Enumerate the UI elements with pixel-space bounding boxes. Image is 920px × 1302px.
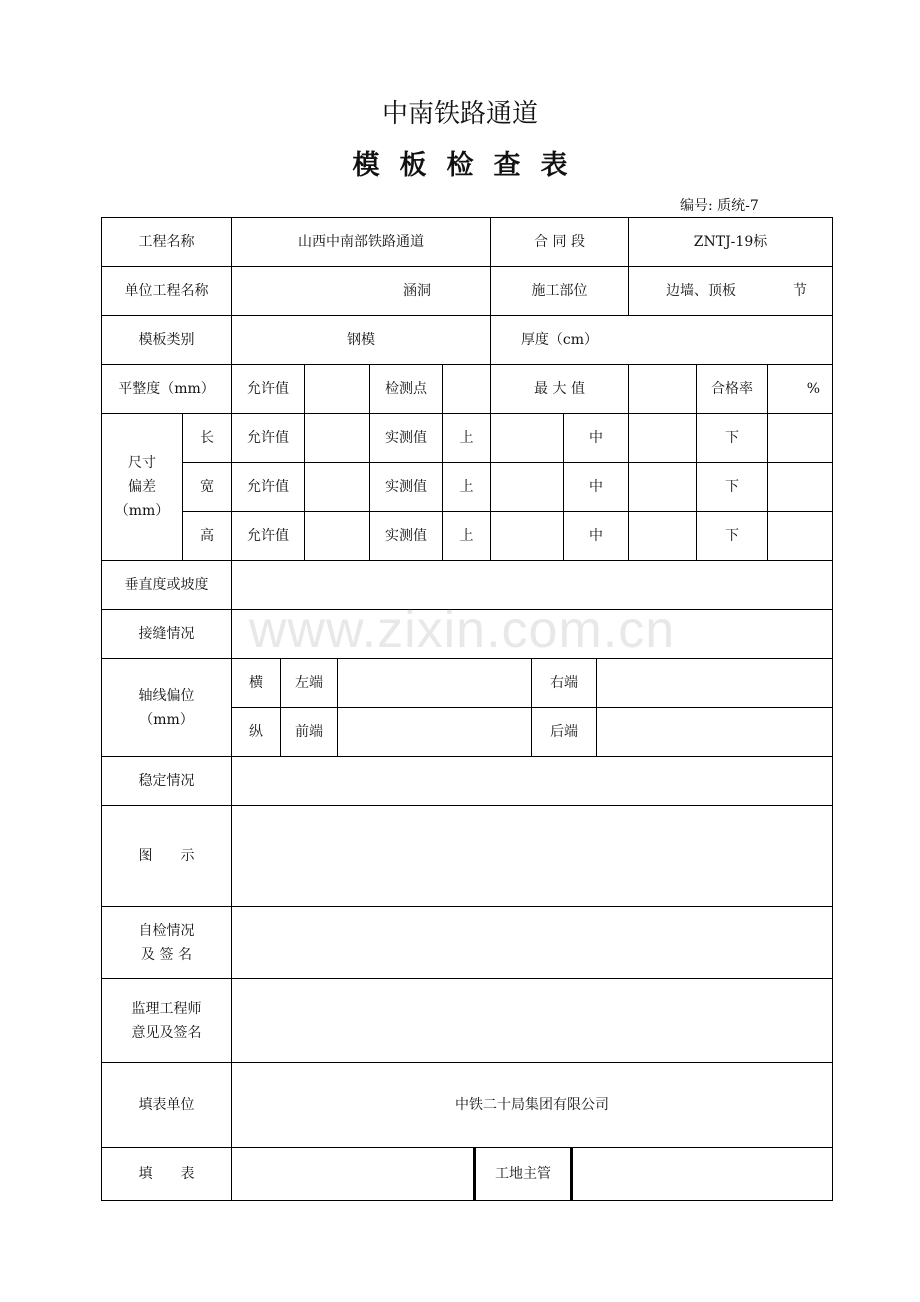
formwork-type-value: 钢模 xyxy=(347,332,375,348)
height-measured-label: 实测值 xyxy=(385,528,427,544)
width-allow-label: 允许值 xyxy=(247,479,289,495)
contract-section-value: ZNTJ-19标 xyxy=(693,234,768,250)
length-upper-label: 上 xyxy=(459,430,474,446)
thickness-label: 厚度（cm） xyxy=(520,332,599,348)
axis-horizontal-label: 横 xyxy=(249,675,263,691)
height-middle-label: 中 xyxy=(589,528,603,544)
construction-part-label: 施工部位 xyxy=(531,283,588,299)
stability-label: 稳定情况 xyxy=(138,773,195,789)
filler-unit-label: 填表单位 xyxy=(138,1097,195,1113)
length-label: 长 xyxy=(200,430,214,446)
formwork-type-label: 模板类别 xyxy=(138,332,195,348)
pass-rate-label: 合格率 xyxy=(711,381,753,397)
rear-end-label: 后端 xyxy=(550,724,578,740)
length-allow-label: 允许值 xyxy=(247,430,289,446)
form-title: 模板检查表 xyxy=(352,150,588,181)
size-deviation-label: 尺寸 偏差 （mm） xyxy=(114,455,170,519)
self-check-label: 自检情况 及 签 名 xyxy=(138,922,195,963)
pass-rate-percent: % xyxy=(806,381,820,397)
project-name-label: 工程名称 xyxy=(138,234,195,250)
construction-part-value: 边墙、顶板 xyxy=(666,283,736,299)
height-allow-label: 允许值 xyxy=(247,528,289,544)
width-lower-label: 下 xyxy=(725,479,739,495)
width-middle-label: 中 xyxy=(589,479,603,495)
verticality-label: 垂直度或坡度 xyxy=(124,577,209,593)
front-end-label: 前端 xyxy=(295,724,323,740)
unit-project-label: 单位工程名称 xyxy=(124,283,209,299)
right-end-label: 右端 xyxy=(550,675,578,691)
axis-offset-label: 轴线偏位 （mm） xyxy=(138,687,195,728)
watermark: www.zixin.com.cn xyxy=(248,601,676,659)
left-end-label: 左端 xyxy=(295,675,323,691)
length-measured-label: 实测值 xyxy=(385,430,427,446)
length-middle-label: 中 xyxy=(589,430,603,446)
filler-unit-value: 中铁二十局集团有限公司 xyxy=(455,1097,609,1113)
width-measured-label: 实测值 xyxy=(385,479,427,495)
diagram-label: 图 示 xyxy=(138,848,195,864)
height-upper-label: 上 xyxy=(459,528,474,544)
page-title: 中南铁路通道 xyxy=(381,99,538,129)
flatness-label: 平整度（mm） xyxy=(118,381,215,397)
contract-section-label: 合 同 段 xyxy=(534,234,585,250)
axis-longitudinal-label: 纵 xyxy=(249,724,263,740)
filler-label: 填 表 xyxy=(138,1166,195,1182)
site-manager-label: 工地主管 xyxy=(495,1166,551,1182)
joint-condition-label: 接缝情况 xyxy=(138,626,195,642)
construction-part-suffix: 节 xyxy=(793,283,807,299)
flatness-allow-label: 允许值 xyxy=(247,381,289,397)
length-lower-label: 下 xyxy=(725,430,739,446)
project-name-value: 山西中南部铁路通道 xyxy=(298,234,424,250)
max-value-label: 最 大 值 xyxy=(534,381,585,397)
check-points-label: 检测点 xyxy=(385,381,427,397)
width-upper-label: 上 xyxy=(459,479,474,495)
height-label: 高 xyxy=(200,528,214,544)
form-code: 编号: 质统-7 xyxy=(680,198,759,214)
width-label: 宽 xyxy=(200,479,214,495)
height-lower-label: 下 xyxy=(725,528,739,544)
supervisor-opinion-label: 监理工程师 意见及签名 xyxy=(131,1000,202,1041)
unit-project-value: 涵洞 xyxy=(403,283,431,299)
